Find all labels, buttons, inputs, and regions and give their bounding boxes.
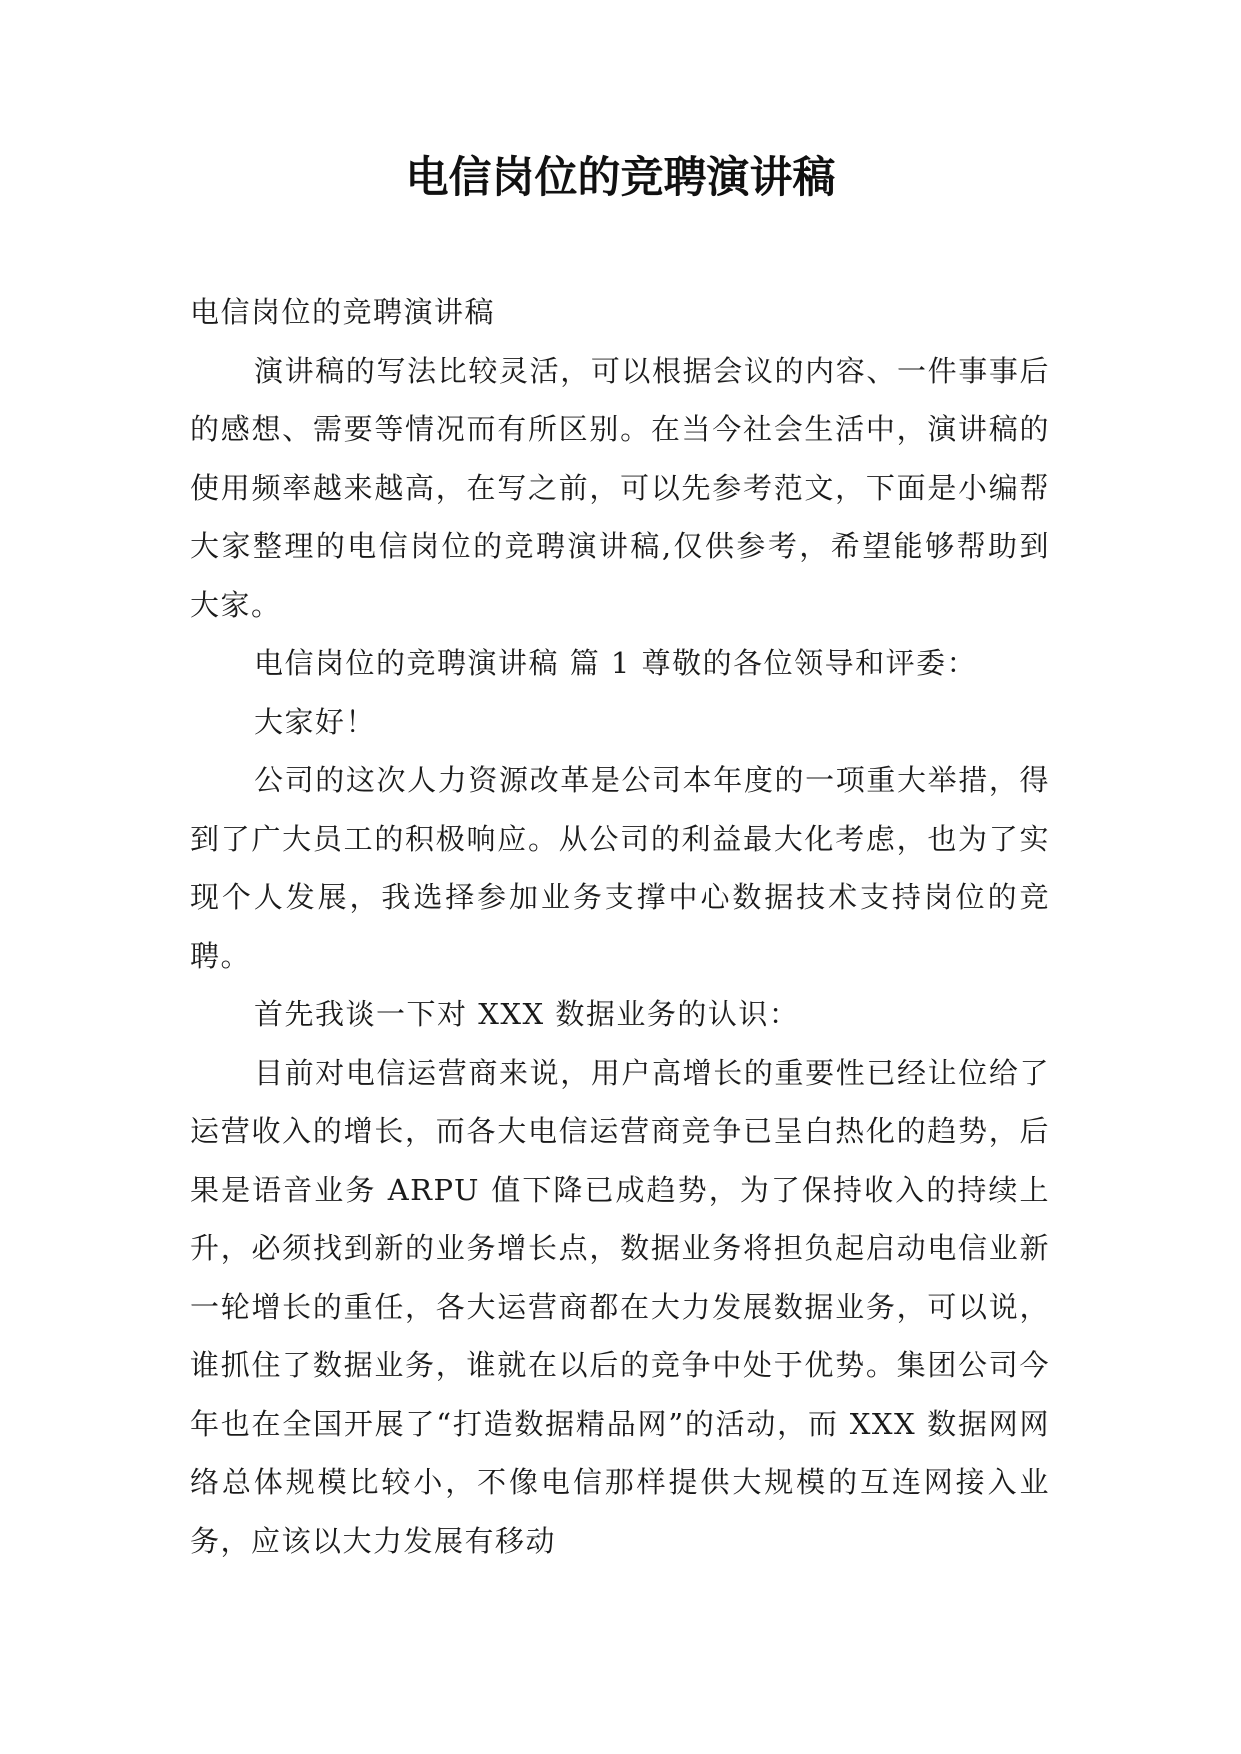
body-paragraph: 目前对电信运营商来说，用户高增长的重要性已经让位给了运营收入的增长，而各大电信运营商竞争已呈白热化的趋势，后果是语音业务 ARPU 值下降已成趋势，为了保持收入的持续上升，必须找到新的业务增长点，数据业务将担负起启动电信业新一轮增长的重任，各大运营商都在大力发展数据业务，可以说，谁抓住了数据业务，谁就在以后的竞争中处于优势。集团公司今年也在全国开展了“打造数据精品网”的活动，而 XXX 数据网网络总体规模比较小，不像电信那样提供大规模的互连网接入业务，应该以大力发展有移动	[190, 1055, 1050, 1558]
greeting-paragraph: 大家好！	[254, 704, 377, 739]
document-body	[190, 283, 1050, 1570]
intro-paragraph: 演讲稿的写法比较灵活，可以根据会议的内容、一件事事后的感想、需要等情况而有所区别。在当今社会生活中，演讲稿的使用频率越来越高，在写之前，可以先参考范文，下面是小编帮大家整理的电信岗位的竞聘演讲稿,仅供参考，希望能够帮助到大家。	[190, 353, 1050, 622]
document-title: 电信岗位的竞聘演讲稿	[405, 153, 836, 203]
subtitle-paragraph: 电信岗位的竞聘演讲稿	[190, 295, 496, 329]
section-heading-paragraph: 电信岗位的竞聘演讲稿 篇 1 尊敬的各位领导和评委：	[254, 646, 978, 680]
body-paragraph: 公司的这次人力资源改革是公司本年度的一项重大举措，得到了广大员工的积极响应。从公司的利益最大化考虑，也为了实现个人发展，我选择参加业务支撑中心数据技术支持岗位的竞聘。	[190, 763, 1050, 973]
body-paragraph: 首先我谈一下对 XXX 数据业务的认识：	[254, 997, 800, 1031]
